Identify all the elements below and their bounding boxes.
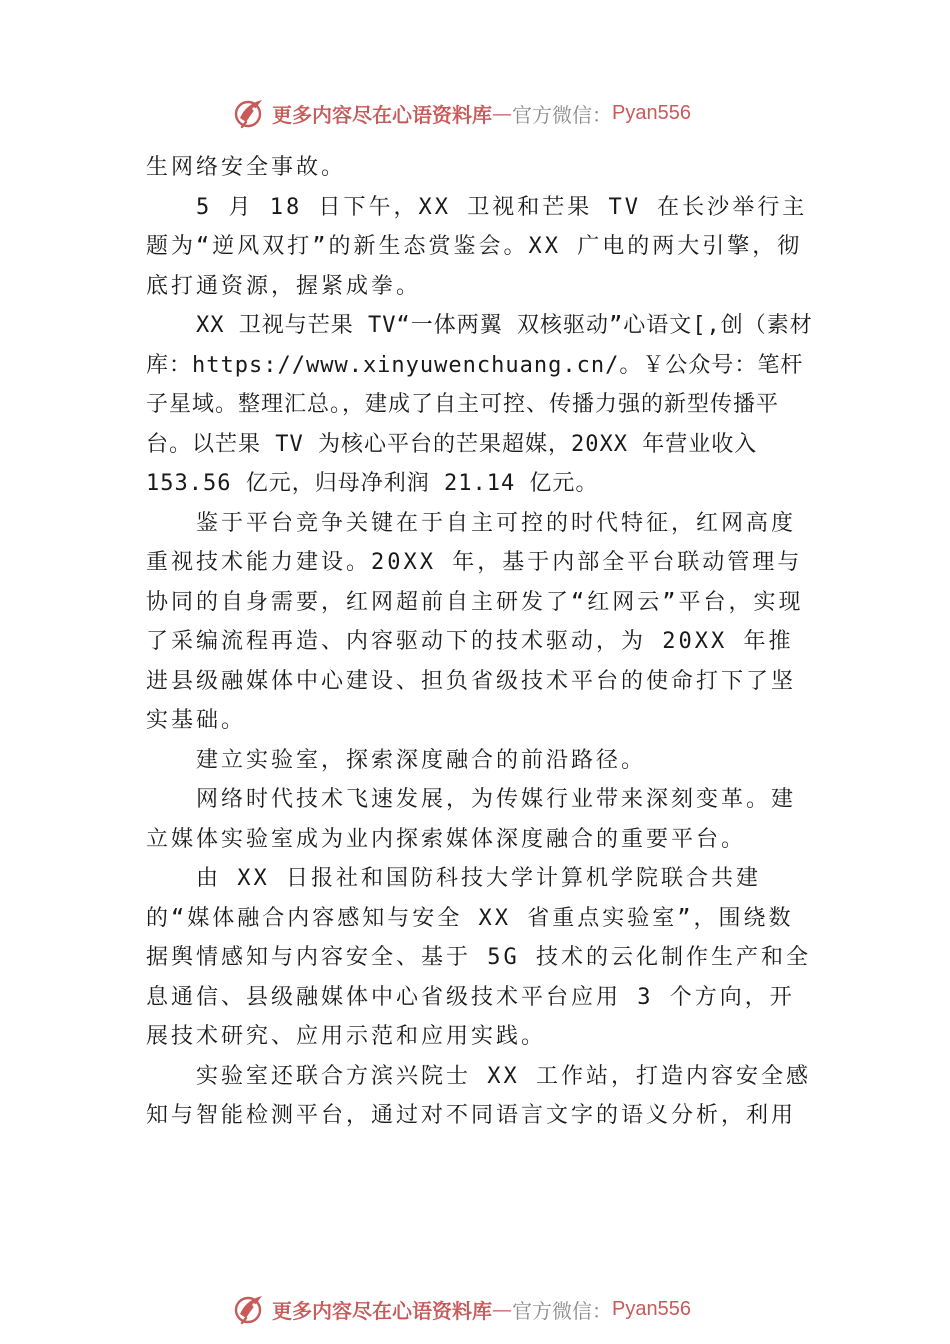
paragraph: 5 月 18 日下午，XX 卫视和芒果 TV 在长沙举行主题为“逆风双打”的新生态赏鉴会。XX 广电的两大引擎，彻底打通资源，握紧成拳。 (146, 194, 808, 299)
paragraph: 由 XX 日报社和国防科技大学计算机学院联合共建的“媒体融合内容感知与安全 XX 省重点实验室”，围绕数据舆情感知与内容安全、基于 5G 技术的云化制作生产和全息通信、县级融媒体中心省级技术平台应用 3 个方向，开展技术研究、应用示范和应用实践。 (146, 866, 811, 1049)
banner-slogan: 更多内容尽在心语资料库 (272, 1298, 492, 1323)
banner-wechat-label: 官方微信： (512, 102, 612, 127)
banner-slogan: 更多内容尽在心语资料库 (272, 102, 492, 127)
footer-watermark-banner (232, 1292, 691, 1326)
paragraph: 生网络安全事故。 (146, 155, 347, 180)
paragraph: 建立实验室，探索深度融合的前沿路径。 (196, 747, 647, 773)
banner-dash: — (492, 101, 512, 125)
paragraph: 网络时代技术飞速发展，为传媒行业带来深刻变革。建立媒体实验室成为业内探索媒体深度融合的重要平台。 (146, 787, 797, 852)
paragraph: 鉴于平台竞争关键在于自主可控的时代特征，红网高度重视技术能力建设。20XX 年，基于内部全平台联动管理与协同的自身需要，红网超前自主研发了“红网云”平台，实现了采编流程再造、内容驱动下的技术驱动，为 20XX 年推进县级融媒体中心建设、担负省级技术平台的使命打下了坚实基础。 (146, 510, 804, 733)
banner-dash: — (492, 1297, 512, 1321)
banner-wechat-id: Pyan556 (612, 1297, 691, 1320)
header-watermark-banner (232, 96, 691, 130)
paragraph: XX 卫视与芒果 TV“一体两翼 双核驱动”心语文[,创（素材库：https://www.xinyuwenchuang.cn/。￥公众号：笔杆子星域。整理汇总。，建成了自主可控、传播力强的新型传播平台。以芒果 TV 为核心平台的芒果超媒，20XX 年营业收入 153.56 亿元，归母净利润 21.14 亿元。 (146, 313, 813, 496)
banner-wechat-label: 官方微信： (512, 1298, 612, 1323)
body-text (146, 148, 816, 1136)
stylized-ruyi-pen-icon (232, 1292, 268, 1326)
paragraph: 实验室还联合方滨兴院士 XX 工作站，打造内容安全感知与智能检测平台，通过对不同语言文字的语义分析，利用 (146, 1063, 811, 1128)
banner-wechat-id: Pyan556 (612, 101, 691, 124)
stylized-ruyi-pen-icon (232, 96, 268, 130)
